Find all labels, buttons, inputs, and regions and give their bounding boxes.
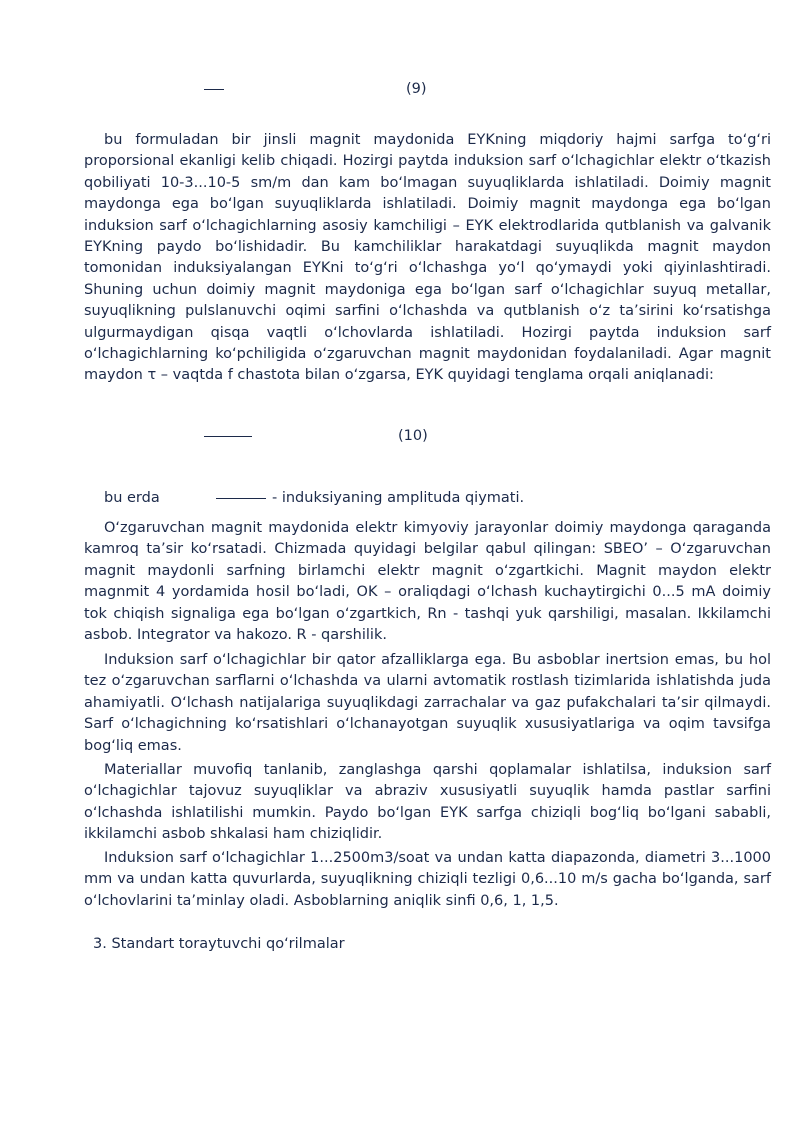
formula-placeholder-bar (216, 498, 266, 499)
formula-9 (0, 79, 800, 99)
paragraph: O‘zgaruvchan magnit maydonida elektr kimyoviy jarayonlar doimiy maydonga qaraganda kamroq ta’sir ko‘rsatadi. Chizmada quyidagi belgilar qabul qilingan: SBEO’ – O‘zgaruvchan magnit maydonli sarfning birlamchi elektr magnit o‘zgartkichi. Magnit maydon elektr magnmit 4 yordamida hosil bo‘ladi, OK – oraliqdagi o‘lchash kuchaytirgichi 0...5 mA doimiy tok chiqish signaliga ega bo‘lgan o‘zgartkich, Rn - tashqi yuk qarshiligi, masalan. Ikkilamchi asbob. Integrator va hakozo. R - qarshilik. (84, 520, 771, 644)
equation-number: (9) (406, 81, 427, 97)
definition-text: - induksiyaning amplituda qiymati. (272, 490, 525, 506)
formula-10 (0, 426, 800, 446)
formula-fraction-bar (204, 436, 252, 437)
equation-number: (10) (398, 428, 428, 444)
paragraph: Induksion sarf o‘lchagichlar 1...2500m3/soat va undan katta diapazonda, diametri 3...1000 mm va undan katta quvurlarda, suyuqlikning chiziqli tezligi 0,6...10 m/s gacha bo‘lganda, sarf o‘lchovlarini ta’minlay oladi. Asboblarning aniqlik sinfi 0,6, 1, 1,5. (84, 850, 771, 909)
paragraph: Induksion sarf o‘lchagichlar bir qator afzalliklarga ega. Bu asboblar inertsion emas, bu hol tez o‘zgaruvchan sarflarni o‘lchashda va ularni avtomatik rostlash tizimlarida ishlatishda juda ahamiyatli. O‘lchash natijalariga suyuqlikdagi zarrachalar va gaz pufakchalari ta’sir qilmaydi. Sarf o‘lchagichning ko‘rsatishlari o‘lchanayotgan suyuqlik xususiyatlariga va oqim tavsifga bog‘liq emas. (84, 652, 771, 754)
paragraph: bu formuladan bir jinsli magnit maydonida EYKning miqdoriy hajmi sarfga to‘g‘ri proporsional ekanligi kelib chiqadi. Hozirgi paytda induksion sarf o‘lchagichlar elektr o‘tkazish qobiliyati 10-3...10-5 sm/m dan kam bo‘lmagan suyuqliklarda ishlatiladi. Doimiy magnit maydonga ega bo‘lgan suyuqliklarda ishlatiladi. Doimiy magnit maydonga ega bo‘lgan induksion sarf o‘lchagichlarning asosiy kamchiligi – EYK elektrodlarida qutblanish va galvanik EYKning paydo bo‘lishidadir. Bu kamchiliklar harakatdagi suyuqlikda magnit maydon tomonidan induksiyalangan EYKni to‘g‘ri o‘lchashga yo‘l qo‘ymaydi yoki qiyinlashtiradi. Shuning uchun doimiy magnit maydoniga ega bo‘lgan sarf o‘lchagichlar suyuq metallar, suyuqlikning pulslanuvchi oqimi sarfini o‘lchashda va qutblanish o‘z ta’sirini ko‘rsatishga ulgurmaydigan qisqa vaqtli o‘lchovlarda ishlatiladi. Hozirgi paytda induksion sarf o‘lchagichlarning ko‘pchiligida o‘zgaruvchan magnit maydonidan foydalaniladi. Agar magnit maydon τ – vaqtda f chastota bilan o‘zgarsa, EYK quyidagi tenglama orqali aniqlanadi: (84, 132, 771, 384)
definition-lead: bu erda (104, 490, 160, 506)
section-heading: 3. Standart toraytuvchi qo‘rilmalar (93, 936, 345, 952)
paragraph: Materiallar muvofiq tanlanib, zanglashga qarshi qoplamalar ishlatilsa, induksion sarf o‘lchagichlar tajovuz suyuqliklar va abraziv xususiyatli suyuqlik hamda pastlar sarfini o‘lchashda ishlatilishi mumkin. Paydo bo‘lgan EYK sarfga chiziqli bog‘liq bo‘lgani sababli, ikkilamchi asbob shkalasi ham chiziqlidir. (84, 762, 771, 843)
formula-definition (104, 488, 784, 510)
formula-fraction-bar (204, 89, 224, 90)
